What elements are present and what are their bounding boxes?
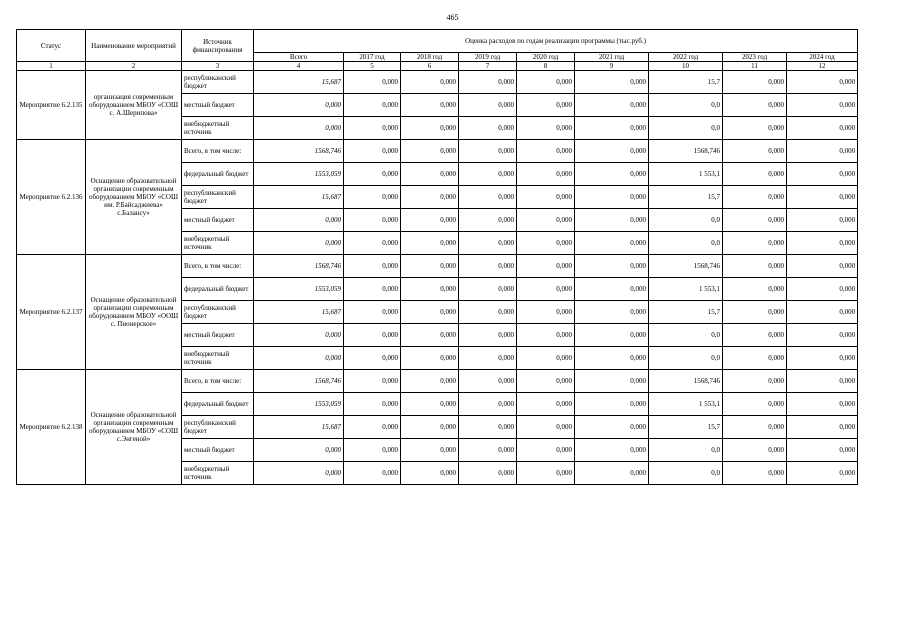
- value-y2022: 1568,746: [649, 370, 723, 393]
- value-y2017: 0,000: [344, 186, 401, 209]
- value-y2018: 0,000: [401, 324, 459, 347]
- value-y2024: 0,000: [787, 278, 858, 301]
- value-y2022: 1568,746: [649, 140, 723, 163]
- value-y2018: 0,000: [401, 278, 459, 301]
- table-row: [17, 71, 858, 94]
- funding-source: Всего, в том числе:: [182, 255, 254, 278]
- column-number: 9: [575, 62, 649, 71]
- value-y2017: 0,000: [344, 71, 401, 94]
- funding-source: федеральный бюджет: [182, 393, 254, 416]
- value-y2024: 0,000: [787, 71, 858, 94]
- value-y2018: 0,000: [401, 439, 459, 462]
- value-y2020: 0,000: [517, 71, 575, 94]
- measure-status: Мероприятие 6.2.136: [17, 140, 86, 255]
- value-y2024: 0,000: [787, 140, 858, 163]
- value-y2018: 0,000: [401, 209, 459, 232]
- value-y2019: 0,000: [459, 278, 517, 301]
- value-total: 1553,059: [254, 163, 344, 186]
- funding-source: внебюджетный источник: [182, 347, 254, 370]
- value-y2020: 0,000: [517, 393, 575, 416]
- value-y2017: 0,000: [344, 117, 401, 140]
- value-y2023: 0,000: [723, 255, 787, 278]
- value-y2023: 0,000: [723, 393, 787, 416]
- value-y2019: 0,000: [459, 324, 517, 347]
- table-row: [17, 140, 858, 163]
- value-total: 1553,059: [254, 278, 344, 301]
- column-number: 3: [182, 62, 254, 71]
- value-y2019: 0,000: [459, 209, 517, 232]
- value-y2021: 0,000: [575, 255, 649, 278]
- value-y2018: 0,000: [401, 140, 459, 163]
- header-year: 2023 год: [723, 53, 787, 62]
- value-y2018: 0,000: [401, 462, 459, 485]
- value-y2021: 0,000: [575, 278, 649, 301]
- value-y2017: 0,000: [344, 278, 401, 301]
- value-y2023: 0,000: [723, 439, 787, 462]
- value-y2022: 0,0: [649, 94, 723, 117]
- value-total: 0,000: [254, 324, 344, 347]
- table-body: [17, 71, 858, 485]
- column-number: 2: [86, 62, 182, 71]
- value-y2019: 0,000: [459, 347, 517, 370]
- value-y2017: 0,000: [344, 232, 401, 255]
- value-y2019: 0,000: [459, 370, 517, 393]
- value-y2021: 0,000: [575, 232, 649, 255]
- funding-source: республиканский бюджет: [182, 71, 254, 94]
- value-y2021: 0,000: [575, 140, 649, 163]
- value-y2023: 0,000: [723, 140, 787, 163]
- value-y2023: 0,000: [723, 370, 787, 393]
- measure-name: Оснащение образовательной организации современным оборудованием МБОУ «ООШ с. Пионерское»: [86, 255, 182, 370]
- value-y2022: 0,0: [649, 324, 723, 347]
- value-y2017: 0,000: [344, 94, 401, 117]
- value-y2021: 0,000: [575, 439, 649, 462]
- value-y2020: 0,000: [517, 347, 575, 370]
- table-row: [17, 255, 858, 278]
- value-y2023: 0,000: [723, 163, 787, 186]
- value-y2018: 0,000: [401, 71, 459, 94]
- value-y2019: 0,000: [459, 71, 517, 94]
- value-y2021: 0,000: [575, 370, 649, 393]
- value-y2023: 0,000: [723, 324, 787, 347]
- header-year: Всего: [254, 53, 344, 62]
- value-total: 0,000: [254, 232, 344, 255]
- value-total: 0,000: [254, 439, 344, 462]
- value-y2024: 0,000: [787, 439, 858, 462]
- value-y2020: 0,000: [517, 439, 575, 462]
- value-y2017: 0,000: [344, 209, 401, 232]
- value-y2019: 0,000: [459, 393, 517, 416]
- value-y2023: 0,000: [723, 71, 787, 94]
- value-y2023: 0,000: [723, 209, 787, 232]
- funding-source: Всего, в том числе:: [182, 370, 254, 393]
- value-total: 15,687: [254, 71, 344, 94]
- value-total: 0,000: [254, 209, 344, 232]
- value-y2021: 0,000: [575, 324, 649, 347]
- value-y2019: 0,000: [459, 255, 517, 278]
- value-y2021: 0,000: [575, 301, 649, 324]
- value-y2020: 0,000: [517, 370, 575, 393]
- funding-source: федеральный бюджет: [182, 163, 254, 186]
- value-y2024: 0,000: [787, 232, 858, 255]
- value-y2023: 0,000: [723, 232, 787, 255]
- value-y2024: 0,000: [787, 370, 858, 393]
- funding-source: федеральный бюджет: [182, 278, 254, 301]
- header-year: 2017 год: [344, 53, 401, 62]
- value-y2024: 0,000: [787, 347, 858, 370]
- funding-source: республиканский бюджет: [182, 186, 254, 209]
- measure-status: Мероприятие 6.2.135: [17, 71, 86, 140]
- value-y2020: 0,000: [517, 209, 575, 232]
- value-y2017: 0,000: [344, 462, 401, 485]
- funding-source: местный бюджет: [182, 439, 254, 462]
- funding-source: внебюджетный источник: [182, 232, 254, 255]
- column-number-row: [17, 62, 858, 71]
- value-y2018: 0,000: [401, 393, 459, 416]
- column-number: 1: [17, 62, 86, 71]
- value-y2017: 0,000: [344, 393, 401, 416]
- value-y2018: 0,000: [401, 94, 459, 117]
- value-y2018: 0,000: [401, 347, 459, 370]
- value-y2024: 0,000: [787, 324, 858, 347]
- value-y2018: 0,000: [401, 117, 459, 140]
- value-y2023: 0,000: [723, 117, 787, 140]
- value-total: 15,687: [254, 301, 344, 324]
- column-number: 11: [723, 62, 787, 71]
- value-y2017: 0,000: [344, 163, 401, 186]
- value-y2020: 0,000: [517, 186, 575, 209]
- value-y2022: 1568,746: [649, 255, 723, 278]
- value-y2017: 0,000: [344, 255, 401, 278]
- value-y2019: 0,000: [459, 94, 517, 117]
- value-y2022: 15,7: [649, 416, 723, 439]
- value-y2020: 0,000: [517, 278, 575, 301]
- value-y2023: 0,000: [723, 462, 787, 485]
- value-y2021: 0,000: [575, 163, 649, 186]
- funding-source: республиканский бюджет: [182, 416, 254, 439]
- value-y2024: 0,000: [787, 186, 858, 209]
- value-y2018: 0,000: [401, 255, 459, 278]
- value-y2019: 0,000: [459, 117, 517, 140]
- value-y2024: 0,000: [787, 255, 858, 278]
- value-y2020: 0,000: [517, 301, 575, 324]
- header-source: Источник финансирования: [182, 30, 254, 62]
- value-y2021: 0,000: [575, 71, 649, 94]
- value-y2017: 0,000: [344, 140, 401, 163]
- value-y2022: 15,7: [649, 301, 723, 324]
- measure-status: Мероприятие 6.2.137: [17, 255, 86, 370]
- value-y2020: 0,000: [517, 163, 575, 186]
- value-y2024: 0,000: [787, 163, 858, 186]
- value-y2017: 0,000: [344, 324, 401, 347]
- funding-source: местный бюджет: [182, 94, 254, 117]
- value-y2022: 0,0: [649, 209, 723, 232]
- value-y2020: 0,000: [517, 117, 575, 140]
- header-year: 2022 год: [649, 53, 723, 62]
- value-y2017: 0,000: [344, 301, 401, 324]
- value-total: 1568,746: [254, 140, 344, 163]
- header-year: 2018 год: [401, 53, 459, 62]
- value-y2019: 0,000: [459, 416, 517, 439]
- value-y2020: 0,000: [517, 255, 575, 278]
- header-row: [17, 30, 858, 53]
- value-y2022: 1 553,1: [649, 393, 723, 416]
- column-number: 6: [401, 62, 459, 71]
- funding-source: местный бюджет: [182, 324, 254, 347]
- measure-status: Мероприятие 6.2.138: [17, 370, 86, 485]
- value-y2021: 0,000: [575, 393, 649, 416]
- funding-source: Всего, в том числе:: [182, 140, 254, 163]
- value-y2018: 0,000: [401, 186, 459, 209]
- value-y2020: 0,000: [517, 324, 575, 347]
- budget-table: [16, 29, 858, 485]
- funding-source: внебюджетный источник: [182, 117, 254, 140]
- value-y2019: 0,000: [459, 140, 517, 163]
- value-y2017: 0,000: [344, 439, 401, 462]
- value-y2021: 0,000: [575, 209, 649, 232]
- value-y2018: 0,000: [401, 416, 459, 439]
- value-y2023: 0,000: [723, 301, 787, 324]
- value-y2021: 0,000: [575, 462, 649, 485]
- value-total: 0,000: [254, 94, 344, 117]
- value-y2024: 0,000: [787, 117, 858, 140]
- funding-source: местный бюджет: [182, 209, 254, 232]
- value-y2024: 0,000: [787, 209, 858, 232]
- value-y2023: 0,000: [723, 94, 787, 117]
- column-number: 8: [517, 62, 575, 71]
- value-total: 0,000: [254, 462, 344, 485]
- value-y2024: 0,000: [787, 301, 858, 324]
- value-y2017: 0,000: [344, 347, 401, 370]
- value-y2024: 0,000: [787, 94, 858, 117]
- value-y2017: 0,000: [344, 416, 401, 439]
- value-total: 1568,746: [254, 255, 344, 278]
- value-y2017: 0,000: [344, 370, 401, 393]
- value-y2023: 0,000: [723, 278, 787, 301]
- column-number: 4: [254, 62, 344, 71]
- value-total: 0,000: [254, 117, 344, 140]
- header-year: 2021 год: [575, 53, 649, 62]
- measure-name: Оснащение образовательной организации современным оборудованием МБОУ «СОШ им. Р.Байсаджиева» с.Балансу»: [86, 140, 182, 255]
- header-status: Статус: [17, 30, 86, 62]
- value-y2023: 0,000: [723, 347, 787, 370]
- value-y2018: 0,000: [401, 163, 459, 186]
- value-total: 15,687: [254, 186, 344, 209]
- header-year: 2020 год: [517, 53, 575, 62]
- value-y2020: 0,000: [517, 94, 575, 117]
- value-y2021: 0,000: [575, 117, 649, 140]
- value-y2021: 0,000: [575, 416, 649, 439]
- value-y2019: 0,000: [459, 232, 517, 255]
- value-total: 1553,059: [254, 393, 344, 416]
- value-y2022: 15,7: [649, 71, 723, 94]
- measure-name: Оснащение образовательной организации современным оборудованием МБОУ «СОШ с.Энгеной»: [86, 370, 182, 485]
- header-name: Наименование мероприятий: [86, 30, 182, 62]
- table-row: [17, 370, 858, 393]
- value-y2019: 0,000: [459, 163, 517, 186]
- value-y2020: 0,000: [517, 140, 575, 163]
- value-y2018: 0,000: [401, 370, 459, 393]
- value-y2018: 0,000: [401, 301, 459, 324]
- value-y2024: 0,000: [787, 393, 858, 416]
- value-y2022: 0,0: [649, 462, 723, 485]
- value-y2019: 0,000: [459, 439, 517, 462]
- value-y2019: 0,000: [459, 186, 517, 209]
- value-y2021: 0,000: [575, 186, 649, 209]
- value-total: 0,000: [254, 347, 344, 370]
- page-number: 465: [446, 13, 459, 22]
- value-y2020: 0,000: [517, 416, 575, 439]
- value-y2022: 1 553,1: [649, 278, 723, 301]
- value-y2024: 0,000: [787, 462, 858, 485]
- value-y2021: 0,000: [575, 347, 649, 370]
- measure-name: организация современным оборудованием МБОУ «СОШ с. А.Шерипова»: [86, 71, 182, 140]
- value-y2022: 0,0: [649, 232, 723, 255]
- funding-source: внебюджетный источник: [182, 462, 254, 485]
- value-y2022: 15,7: [649, 186, 723, 209]
- value-y2019: 0,000: [459, 462, 517, 485]
- column-number: 10: [649, 62, 723, 71]
- column-number: 7: [459, 62, 517, 71]
- value-y2020: 0,000: [517, 232, 575, 255]
- value-y2020: 0,000: [517, 462, 575, 485]
- value-y2022: 0,0: [649, 117, 723, 140]
- value-y2022: 0,0: [649, 347, 723, 370]
- header-year: 2019 год: [459, 53, 517, 62]
- header-estimate: Оценка расходов по годам реализации программы (тыс.руб.): [254, 30, 858, 53]
- funding-source: республиканский бюджет: [182, 301, 254, 324]
- value-y2018: 0,000: [401, 232, 459, 255]
- column-number: 12: [787, 62, 858, 71]
- value-y2023: 0,000: [723, 186, 787, 209]
- value-total: 15,687: [254, 416, 344, 439]
- value-total: 1568,746: [254, 370, 344, 393]
- value-y2024: 0,000: [787, 416, 858, 439]
- header-year: 2024 год: [787, 53, 858, 62]
- value-y2021: 0,000: [575, 94, 649, 117]
- value-y2023: 0,000: [723, 416, 787, 439]
- value-y2022: 0,0: [649, 439, 723, 462]
- value-y2019: 0,000: [459, 301, 517, 324]
- column-number: 5: [344, 62, 401, 71]
- value-y2022: 1 553,1: [649, 163, 723, 186]
